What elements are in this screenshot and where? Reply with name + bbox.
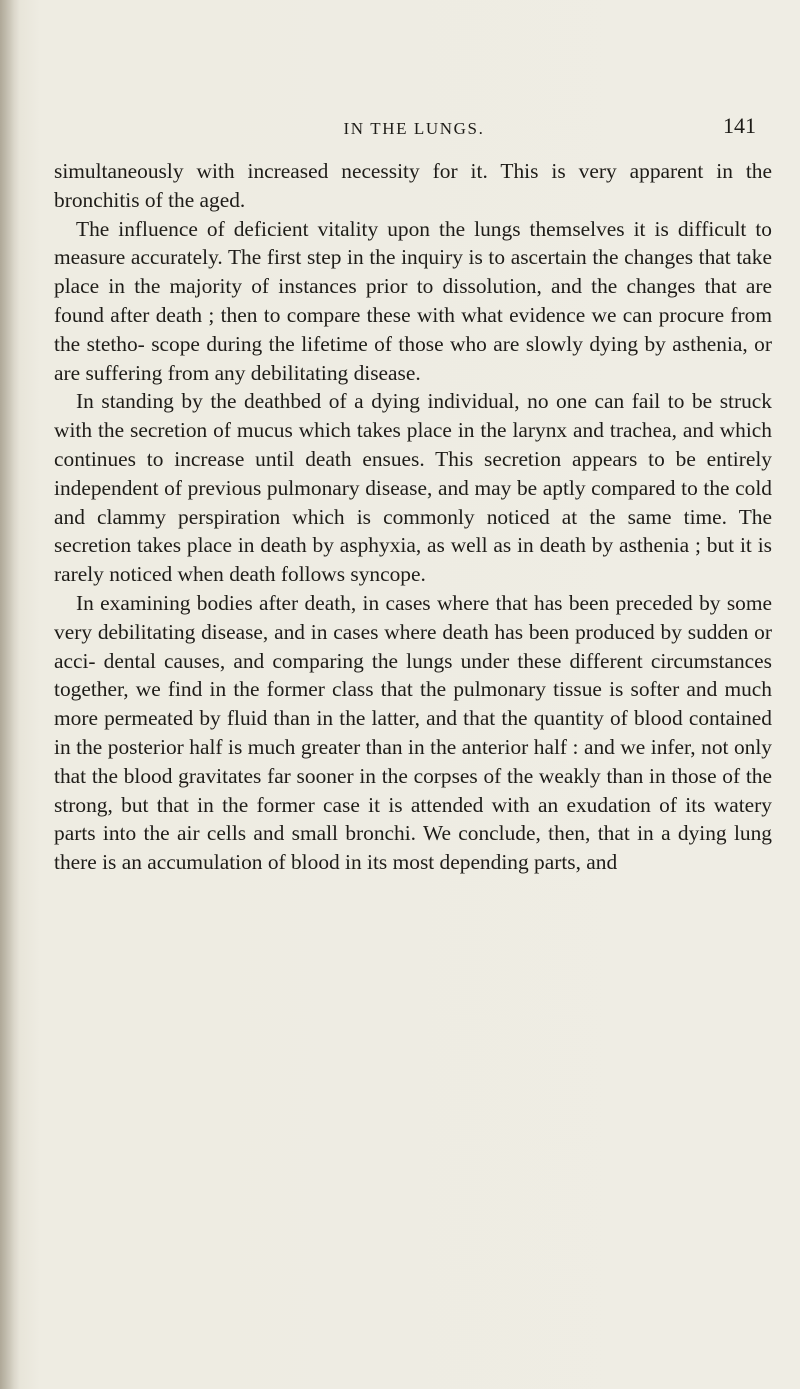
running-head — [54, 113, 774, 141]
paragraph-continuation: simultaneously with increased necessity for it. This is very apparent in the bronchitis of the aged. — [54, 159, 772, 212]
body-text — [54, 157, 772, 877]
gutter-shadow — [0, 0, 20, 1389]
paragraph-post-mortem-lungs: In examining bodies after death, in cases where that has been preceded by some very debilitating disease, and in cases where death has been produced by sudden or acci- dental causes, and comparing the lungs under these different circumstances together, we find in the former class that the pulmonary tissue is softer and much more permeated by fluid than in the latter, and that the quantity of blood contained in the posterior half is much greater than in the anterior half : and we infer, not only that the blood gravitates far sooner in the corpses of the weakly than in those of the strong, but that in the former case it is attended with an exudation of its watery parts into the air cells and small bronchi. We conclude, then, that in a dying lung there is an accumulation of blood in its most depending parts, and — [54, 590, 772, 875]
running-title: IN THE LUNGS. — [343, 119, 485, 138]
paragraph-deathbed-secretion: In standing by the deathbed of a dying individual, no one can fail to be struck with the secretion of mucus which takes place in the larynx and trachea, and which continues to increase until death ensues. This secretion appears to be entirely independent of previous pulmonary disease, and may be aptly compared to the cold and clammy perspiration which is commonly noticed at the same time. The secretion takes place in death by asphyxia, as well as in death by asthenia ; but it is rarely noticed when death follows syncope. — [54, 389, 772, 587]
paragraph-deficient-vitality: The influence of deficient vitality upon the lungs themselves it is difficult to measure accurately. The first step in the inquiry is to ascertain the changes that take place in the majority of instances prior to dissolution, and the changes that are found after death ; then to compare these with what evidence we can procure from the stetho- scope during the lifetime of those who are slowly dying by asthenia, or are suffering from any debilitating disease. — [54, 216, 772, 385]
page-number: 141 — [723, 113, 756, 138]
